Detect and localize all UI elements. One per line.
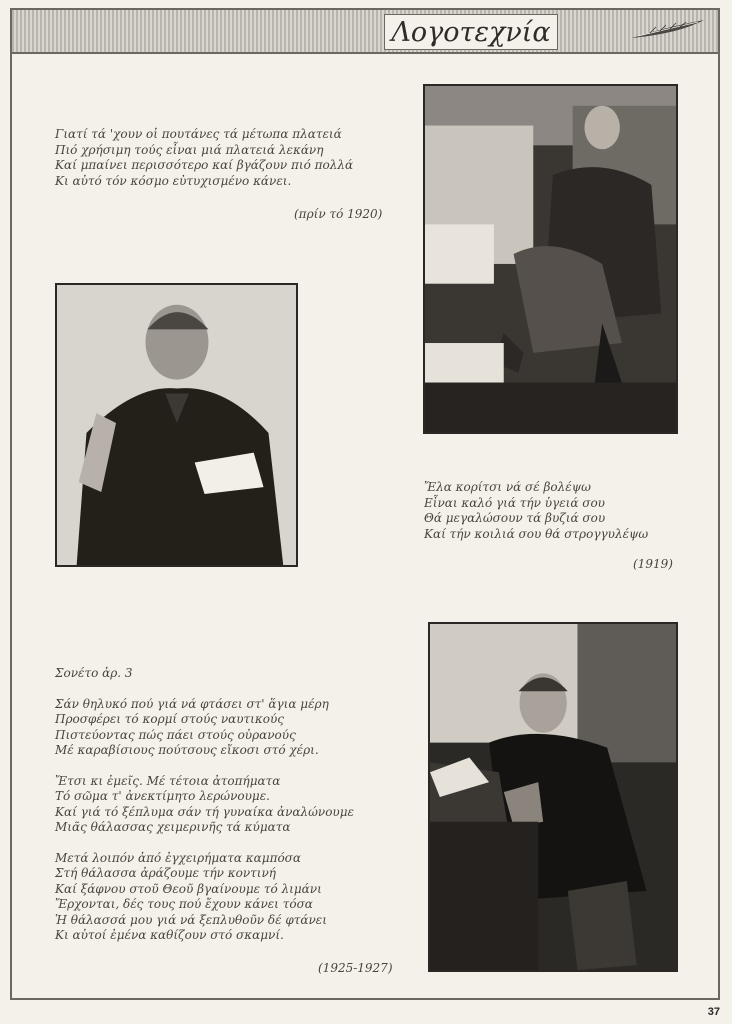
poem-line: Πιό χρήσιμη τούς εἶναι μιά πλατειά λεκάνη [55, 142, 324, 157]
poem-line: Σάν θηλυκό πού γιά νά φτάσει στ' ἅγια μέρη [55, 696, 329, 711]
poem-line: Στή θάλασσα ἀράζουμε τήν κοντινή [55, 866, 276, 880]
photo-man-speaking [55, 283, 298, 567]
poem-date: (1919) [633, 557, 673, 571]
poem-line: Θά μεγαλώσουν τά βυζιά σου [424, 511, 606, 525]
poem-line: Κι αὐτοί ἐμένα καθίζουν στό σκαμνί. [55, 928, 284, 942]
photo-man-leather-jacket [428, 622, 678, 972]
poem-date: (πρίν τό 1920) [294, 207, 383, 221]
poem-line: Μετά λοιπόν ἀπό ἐγχειρήματα καμπόσα [55, 850, 301, 865]
sonnet-3 [55, 666, 354, 944]
poem-line: Ἔτσι κι ἐμεῖς. Μέ τέτοια ἀτοπήματα [55, 773, 281, 788]
page-number: 37 [707, 1006, 720, 1018]
poem-line: Τό σῶμα τ' ἀνεκτίμητο λερώνουμε. [55, 789, 270, 803]
poem-line: Καί μπαίνει περισσότερο καί βγάζουν πιό πολλά [55, 158, 354, 172]
section-title: Λογοτεχνία [384, 14, 558, 50]
poem-line: Καί γιά τό ξέπλυμα σάν τή γυναίκα ἀναλώνουμε [55, 804, 354, 819]
poem-line: Κι αὐτό τόν κόσμο εὐτυχισμένο κάνει. [55, 173, 292, 188]
poem-line: Εἶναι καλό γιά τήν ὑγειά σου [424, 495, 605, 510]
poem-line: Προσφέρει τό κορμί στούς ναυτικούς [55, 712, 284, 726]
poem-line: Καί ξάφνου στοῦ Θεοῦ βγαίνουμε τό λιμάνι [55, 881, 322, 896]
quill-feather-icon [628, 16, 708, 42]
poem-line: Μέ καραβίσιους πούτσους εἴκοσι στό χέρι. [55, 743, 319, 757]
poem-1919 [424, 480, 648, 542]
poem-line: Μιᾶς θάλασσας χειμερινῆς τά κύματα [55, 820, 291, 834]
poem-line: Καί τήν κοιλιά σου θά στρογγυλέψω [424, 526, 649, 541]
poem-line: Ἔρχονται, δές τους πού ἔχουν κάνει τόσα [55, 897, 313, 911]
poem-line: Ἔλα κορίτσι νά σέ βολέψω [424, 480, 591, 494]
poem-before-1920 [55, 127, 353, 189]
poem-line: Ἡ θάλασσά μου γιά νά ξεπλυθοῦν δέ φτάνει [55, 912, 327, 927]
poem-line: Πιστεύοντας πώς πάει στούς οὐρανούς [55, 727, 296, 742]
poem-date: (1925-1927) [318, 961, 393, 975]
header-band [12, 10, 718, 54]
poem-line: Γιατί τά 'χουν οἱ πουτάνες τά μέτωπα πλατειά [55, 127, 342, 141]
photo-seated-man-glasses [423, 84, 678, 434]
poem-title: Σονέτο ἀρ. 3 [55, 666, 133, 680]
